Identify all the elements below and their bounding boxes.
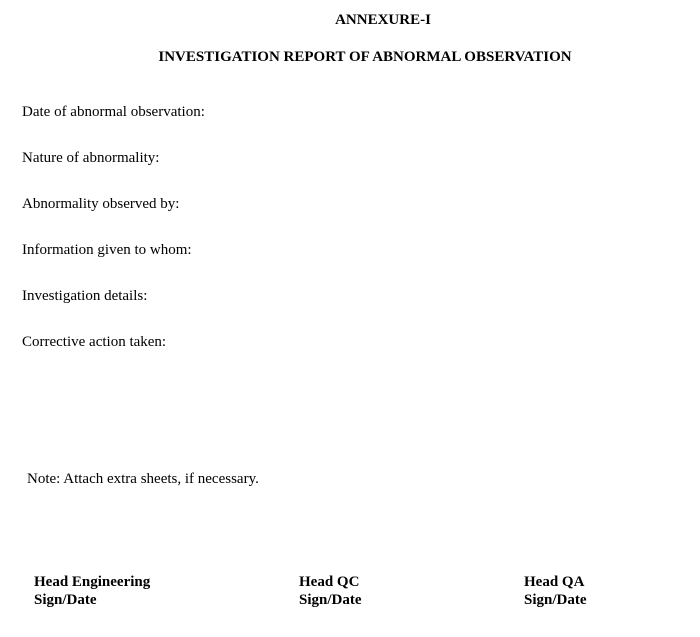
signature-role: Head Engineering bbox=[34, 574, 151, 590]
field-investigation-details: Investigation details: bbox=[22, 288, 148, 304]
annexure-heading: ANNEXURE-I bbox=[335, 12, 431, 28]
signature-head-qa bbox=[524, 573, 587, 609]
signature-role: Head QA bbox=[524, 574, 585, 590]
field-date-of-observation: Date of abnormal observation: bbox=[22, 104, 205, 120]
signature-sign-date: Sign/Date bbox=[299, 592, 362, 608]
signature-head-qc bbox=[299, 573, 362, 609]
field-observed-by: Abnormality observed by: bbox=[22, 196, 180, 212]
field-information-given-to: Information given to whom: bbox=[22, 242, 192, 258]
signature-role: Head QC bbox=[299, 574, 360, 590]
report-fields bbox=[22, 102, 205, 378]
signature-section bbox=[0, 573, 700, 613]
signature-sign-date: Sign/Date bbox=[524, 592, 587, 608]
note-text: Note: Attach extra sheets, if necessary. bbox=[27, 471, 259, 487]
signature-sign-date: Sign/Date bbox=[34, 592, 97, 608]
report-title: INVESTIGATION REPORT OF ABNORMAL OBSERVATION bbox=[158, 49, 572, 65]
signature-head-engineering bbox=[34, 573, 150, 609]
field-corrective-action: Corrective action taken: bbox=[22, 334, 167, 350]
field-nature-of-abnormality: Nature of abnormality: bbox=[22, 150, 160, 166]
